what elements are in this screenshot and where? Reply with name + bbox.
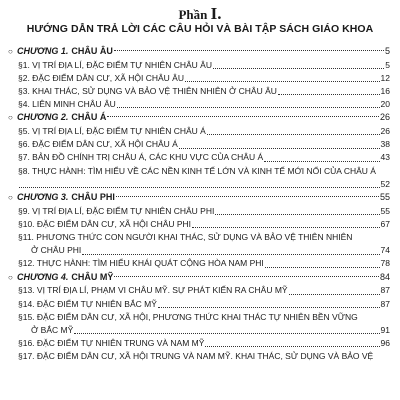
page-number: 87: [380, 285, 390, 296]
toc-entry[interactable]: [8, 205, 390, 218]
page-number: 87: [380, 298, 390, 309]
dot-leader: [185, 81, 380, 82]
part-title: [0, 6, 400, 23]
toc-entry[interactable]: [8, 258, 390, 271]
entry-title: §4. LIÊN MINH CHÂU ÂU: [18, 99, 116, 110]
page-heading: HƯỚNG DẪN TRẢ LỜI CÁC CÂU HỎI VÀ BÀI TẬP SÁCH GIÁO KHOA: [26, 23, 374, 35]
entry-title: §10. ĐẶC ĐIỂM DÂN CƯ, XÃ HỘI CHÂU PHI: [18, 218, 192, 229]
chapter-title: CHÂU Á: [71, 112, 107, 123]
entry-title: §13. VỊ TRÍ ĐỊA LÍ, PHẠM VI CHÂU MỸ. SỰ PHÁT KIẾN RA CHÂU MỸ: [18, 285, 288, 296]
toc-entry[interactable]: [8, 298, 390, 311]
page-number: 55: [380, 205, 390, 216]
chapter-number: CHƯƠNG 1.: [17, 46, 69, 56]
entry-title: §12. THỰC HÀNH: TÌM HIỂU KHÁI QUÁT CỘNG HÒA NAM PHI: [18, 258, 264, 269]
toc-entry[interactable]: [8, 125, 390, 138]
toc-entry[interactable]: [8, 284, 390, 297]
toc-entry[interactable]: [8, 72, 390, 85]
page-number: 5: [385, 59, 390, 70]
page-number: 43: [380, 152, 390, 163]
dot-leader: [107, 116, 379, 117]
page-number: 67: [380, 218, 390, 229]
dot-leader: [82, 254, 379, 255]
page-number: 20: [380, 99, 390, 110]
page-number: 96: [380, 338, 390, 349]
chapter-number: CHƯƠNG 4.: [17, 271, 69, 282]
toc-entry[interactable]: [8, 59, 390, 72]
toc-entry[interactable]: [8, 337, 390, 350]
page-number: 26: [379, 112, 390, 123]
dot-leader: [158, 307, 380, 308]
chapter-bullet-icon: ○: [8, 47, 13, 56]
entry-title: §14. ĐẶC ĐIỂM TỰ NHIÊN BẮC MỸ: [18, 298, 157, 309]
chapter-bullet-icon: ○: [8, 193, 13, 203]
table-of-contents: [8, 45, 390, 364]
toc-entry[interactable]: [8, 138, 390, 151]
entry-title: §5. VỊ TRÍ ĐỊA LÍ, ĐẶC ĐIỂM TỰ NHIÊN CHÂU Á: [18, 126, 206, 137]
toc-entry[interactable]: [8, 165, 390, 178]
toc-entry[interactable]: [8, 324, 390, 337]
entry-title: §1. VỊ TRÍ ĐỊA LÍ, ĐẶC ĐIỂM TỰ NHIÊN CHÂU ÂU: [18, 59, 212, 70]
dot-leader: [213, 68, 384, 69]
page-number: 55: [379, 192, 390, 203]
entry-title: Ở CHÂU PHI: [31, 245, 82, 256]
toc-entry[interactable]: [8, 244, 390, 257]
dot-leader: [215, 214, 379, 215]
toc-entry[interactable]: [8, 152, 390, 165]
page-number: 74: [380, 245, 390, 256]
page-number: 78: [380, 258, 390, 269]
page-number: 52: [380, 178, 390, 189]
toc-chapter[interactable]: [8, 191, 390, 205]
chapter-title: CHÂU MỸ: [71, 271, 114, 282]
dot-leader: [265, 267, 380, 268]
toc-chapter[interactable]: [8, 45, 390, 59]
page-number: 38: [380, 139, 390, 150]
page-number: 91: [380, 324, 390, 335]
dot-leader: [19, 187, 380, 188]
entry-title: §9. VỊ TRÍ ĐỊA LÍ, ĐẶC ĐIỂM TỰ NHIÊN CHÂU PHI: [18, 205, 215, 216]
toc-entry[interactable]: [8, 231, 390, 244]
dot-leader: [179, 148, 380, 149]
toc-entry[interactable]: [8, 350, 390, 363]
page-number: 12: [380, 72, 390, 83]
dot-leader: [74, 333, 379, 334]
toc-entry[interactable]: [8, 311, 390, 324]
dot-leader: [114, 276, 379, 277]
entry-title: §7. BẢN ĐỒ CHÍNH TRỊ CHÂU Á, CÁC KHU VỰC CỦA CHÂU Á: [18, 152, 264, 163]
dot-leader: [114, 50, 384, 51]
page-number: 5: [384, 46, 390, 56]
entry-title: §8. THỰC HÀNH: TÌM HIỂU VỀ CÁC NỀN KINH TẾ LỚN VÀ KINH TẾ MỚI NỔI CỦA CHÂU Á: [18, 165, 376, 176]
dot-leader: [117, 107, 380, 108]
part-number: I.: [210, 4, 222, 23]
dot-leader: [289, 294, 380, 295]
page-number: 26: [380, 126, 390, 137]
dot-leader: [207, 134, 380, 135]
toc-entry[interactable]: [8, 178, 390, 191]
toc-chapter[interactable]: [8, 271, 390, 285]
entry-title: §2. ĐẶC ĐIỂM DÂN CƯ, XÃ HỘI CHÂU ÂU: [18, 72, 184, 83]
dot-leader: [205, 346, 379, 347]
dot-leader: [264, 161, 379, 162]
entry-title: §11. PHƯƠNG THỨC CON NGƯỜI KHAI THÁC, SỬ DỤNG VÀ BẢO VỆ THIÊN NHIÊN: [18, 232, 353, 243]
entry-title: §17. ĐẶC ĐIỂM DÂN CƯ, XÃ HỘI TRUNG VÀ NAM MỸ. KHAI THÁC, SỬ DỤNG VÀ BẢO VỆ: [18, 351, 374, 362]
part-label: Phần: [178, 7, 208, 22]
toc-entry[interactable]: [8, 85, 390, 98]
dot-leader: [116, 196, 379, 197]
entry-title: §16. ĐẶC ĐIỂM TỰ NHIÊN TRUNG VÀ NAM MỸ: [18, 338, 205, 349]
entry-title: Ở BẮC MỸ: [31, 324, 74, 335]
toc-entry[interactable]: [8, 98, 390, 111]
toc-chapter[interactable]: [8, 111, 390, 125]
entry-title: §6. ĐẶC ĐIỂM DÂN CƯ, XÃ HỘI CHÂU Á: [18, 139, 178, 150]
chapter-bullet-icon: ○: [8, 272, 13, 282]
toc-entry[interactable]: [8, 218, 390, 231]
page-number: 84: [379, 271, 390, 282]
dot-leader: [278, 94, 380, 95]
chapter-bullet-icon: ○: [8, 113, 13, 123]
chapter-number: CHƯƠNG 2.: [17, 112, 69, 123]
chapter-title: CHÂU PHI: [71, 192, 115, 203]
dot-leader: [192, 227, 379, 228]
chapter-number: CHƯƠNG 3.: [17, 192, 69, 203]
page-number: 16: [380, 86, 390, 97]
entry-title: §15. ĐẶC ĐIỂM DÂN CƯ, XÃ HỘI, PHƯƠNG THỨC KHAI THÁC TỰ NHIÊN BỀN VỮNG: [18, 311, 358, 322]
entry-title: §3. KHAI THÁC, SỬ DỤNG VÀ BẢO VỆ THIÊN NHIÊN Ở CHÂU ÂU: [18, 86, 277, 97]
chapter-title: CHÂU ÂU: [71, 46, 113, 56]
